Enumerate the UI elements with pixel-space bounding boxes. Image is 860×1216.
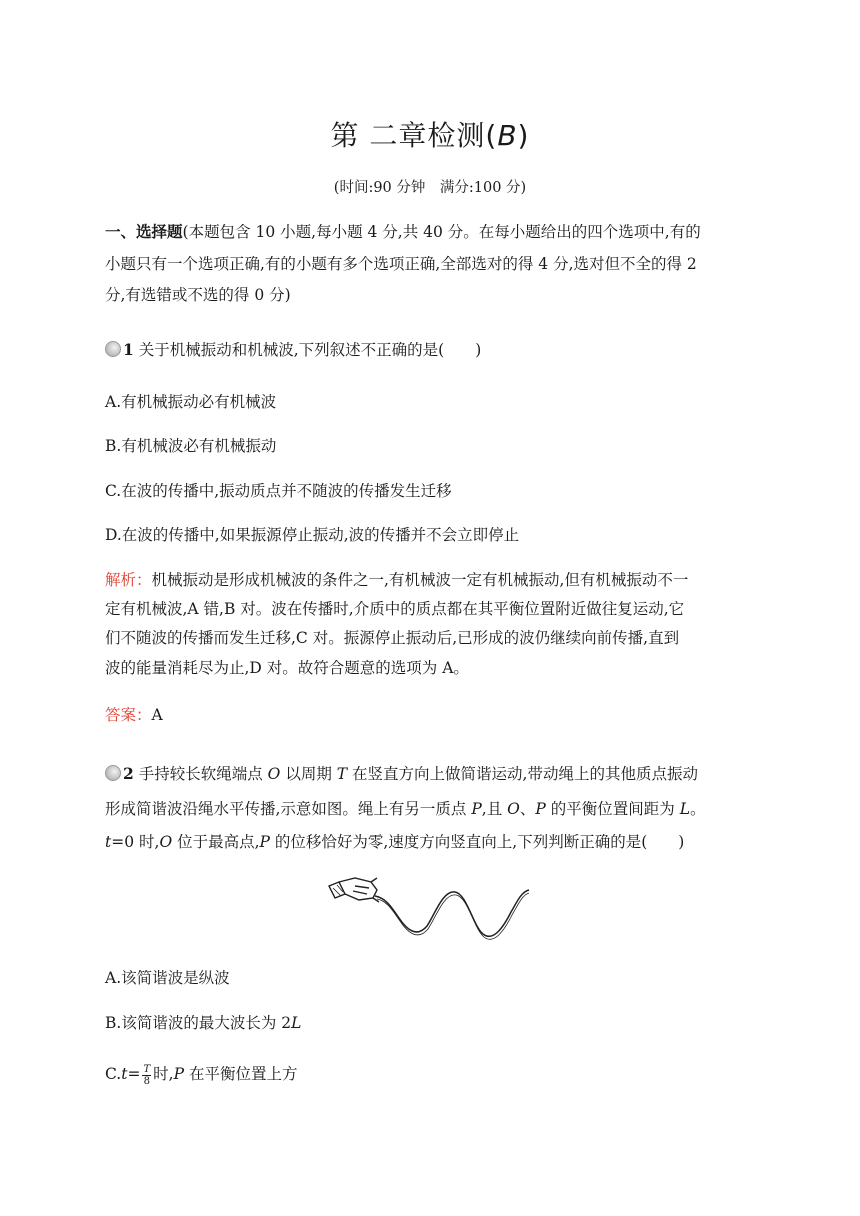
page-title <box>0 114 860 154</box>
var-t-period: T <box>336 765 348 783</box>
option-a: A.该简谐波是纵波 <box>105 969 230 987</box>
option-b <box>105 1011 301 1033</box>
stem-text: 、 <box>519 800 536 818</box>
stem-text: 的位移恰好为零,速度方向竖直向上,下列判断正确的是( ) <box>269 833 685 851</box>
stem-text: 形成简谐波沿绳水平传播,示意如图。绳上有另一质点 <box>105 800 472 818</box>
var-o: O <box>159 833 173 851</box>
section-heading: 一、选择题 <box>105 222 183 241</box>
title-variant: B <box>497 119 518 152</box>
question-badge-icon <box>105 341 121 357</box>
option-text: 时, <box>153 1065 174 1083</box>
var-o: O <box>267 765 281 783</box>
stem-text: 在竖直方向上做简谐运动,带动绳上的其他质点振动 <box>347 765 698 783</box>
stem-text: ,且 <box>481 800 508 818</box>
analysis-line-2: 定有机械波,A 错,B 对。波在传播时,介质中的质点都在其平衡位置附近做往复运动,它 <box>105 600 685 618</box>
var-o: O <box>507 800 520 818</box>
exam-info: (时间:90 分钟 满分:100 分) <box>333 180 527 196</box>
var-p: P <box>471 800 482 818</box>
analysis-line-4: 波的能量消耗尽为止,D 对。故符合题意的选项为 A。 <box>105 659 469 677</box>
var-t: t <box>105 833 112 851</box>
option-text: = <box>127 1065 141 1083</box>
var-p: P <box>259 833 270 851</box>
option-c: C.在波的传播中,振动质点并不随波的传播发生迁移 <box>105 482 452 500</box>
rope-wave <box>375 890 529 936</box>
answer-label: 答案： <box>105 706 152 724</box>
section-intro-line-1 <box>105 220 701 242</box>
question-2-stem-line-2 <box>105 797 706 819</box>
option-b: B.有机械波必有机械振动 <box>105 437 277 455</box>
option-text: 在平衡位置上方 <box>184 1065 298 1083</box>
stem-text: 的平衡位置间距为 <box>545 800 680 818</box>
option-text: B.该简谐波的最大波长为 2 <box>105 1014 292 1032</box>
var-p: P <box>173 1065 185 1083</box>
question-1-stem <box>105 338 481 360</box>
stem-text: 位于最高点, <box>172 833 260 851</box>
stem-text: 。 <box>689 800 706 818</box>
question-number: 2 <box>123 764 134 783</box>
var-l: L <box>679 800 690 818</box>
analysis-line-1 <box>105 568 688 590</box>
hand-rope-wave-figure <box>325 868 535 948</box>
answer-value: A <box>151 706 163 724</box>
section-intro-line-3: 分,有选错或不选的得 0 分) <box>105 286 291 304</box>
stem-text: 以周期 <box>280 765 337 783</box>
fraction-denominator: 8 <box>143 1075 150 1087</box>
analysis-text: 机械振动是形成机械波的条件之一,有机械波一定有机械振动,但有机械振动不一 <box>151 571 689 589</box>
option-text: C. <box>105 1065 122 1083</box>
option-c <box>105 1062 297 1087</box>
question-2-stem-line-3 <box>105 830 684 852</box>
analysis-line-3: 们不随波的传播而发生迁移,C 对。振源停止振动后,已形成的波仍继续向前传播,直到 <box>105 629 680 647</box>
section-intro-text: (本题包含 10 小题,每小题 4 分,共 40 分。在每小题给出的四个选项中,有的 <box>182 223 701 241</box>
var-t: t <box>121 1065 128 1083</box>
hand-icon <box>329 878 379 902</box>
var-p: P <box>535 800 546 818</box>
analysis-label: 解析： <box>105 571 152 589</box>
option-a: A.有机械振动必有机械波 <box>105 393 277 411</box>
option-d: D.在波的传播中,如果振源停止振动,波的传播并不会立即停止 <box>105 526 520 544</box>
fraction-t-over-8 <box>142 1064 151 1087</box>
question-2-stem-line-1 <box>105 762 698 784</box>
fraction-numerator: T <box>143 1063 151 1075</box>
question-text: 关于机械振动和机械波,下列叙述不正确的是( ) <box>138 341 482 359</box>
question-badge-icon <box>105 765 121 781</box>
var-l: L <box>291 1014 302 1032</box>
title-close: ) <box>517 119 530 152</box>
question-number: 1 <box>123 340 134 359</box>
section-intro-line-2: 小题只有一个选项正确,有的小题有多个选项正确,全部选对的得 4 分,选对但不全的得 2 <box>105 255 697 273</box>
stem-text: 手持较长软绳端点 <box>138 765 268 783</box>
title-text: 第 二章检测( <box>330 119 498 152</box>
stem-text: =0 时, <box>111 833 160 851</box>
answer-line <box>105 703 163 725</box>
